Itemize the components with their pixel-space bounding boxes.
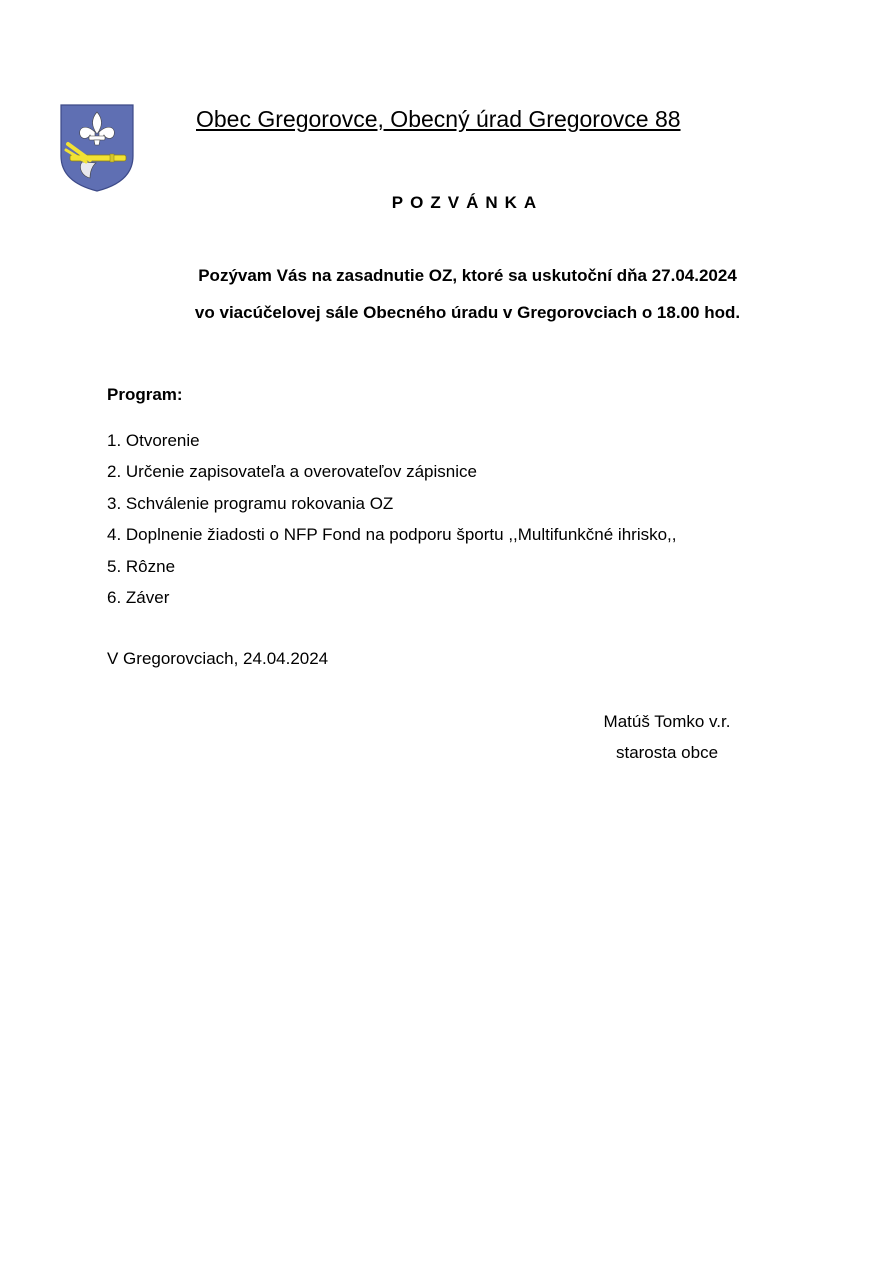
program-item: 1. Otvorenie (107, 431, 200, 450)
signatory-name: Matúš Tomko v.r. (603, 712, 731, 731)
program-item: 4. Doplnenie žiadosti o NFP Fond na podporu športu ,,Multifunkčné ihrisko,, (107, 525, 677, 545)
program-item: 3. Schválenie programu rokovania OZ (107, 493, 394, 513)
municipality-title: Obec Gregorovce, Obecný úrad Gregorovce 88 (196, 106, 681, 132)
coat-of-arms-icon (60, 104, 134, 192)
program-list (107, 431, 677, 619)
invitation-line-2: vo viacúčelovej sále Obecného úradu v Gregorovciach o 18.00 hod. (194, 303, 741, 322)
invitation-line-1: Pozývam Vás na zasadnutie OZ, ktoré sa uskutoční dňa 27.04.2024 (198, 266, 737, 285)
program-item: 6. Záver (107, 587, 170, 607)
program-label: Program: (107, 385, 183, 404)
program-item: 2. Určenie zapisovateľa a overovateľov zápisnice (107, 462, 477, 482)
program-item: 5. Rôzne (107, 556, 176, 576)
place-and-date: V Gregorovciach, 24.04.2024 (107, 649, 329, 668)
signatory-role: starosta obce (615, 743, 719, 762)
document-heading: POZVÁNKA (391, 193, 544, 212)
